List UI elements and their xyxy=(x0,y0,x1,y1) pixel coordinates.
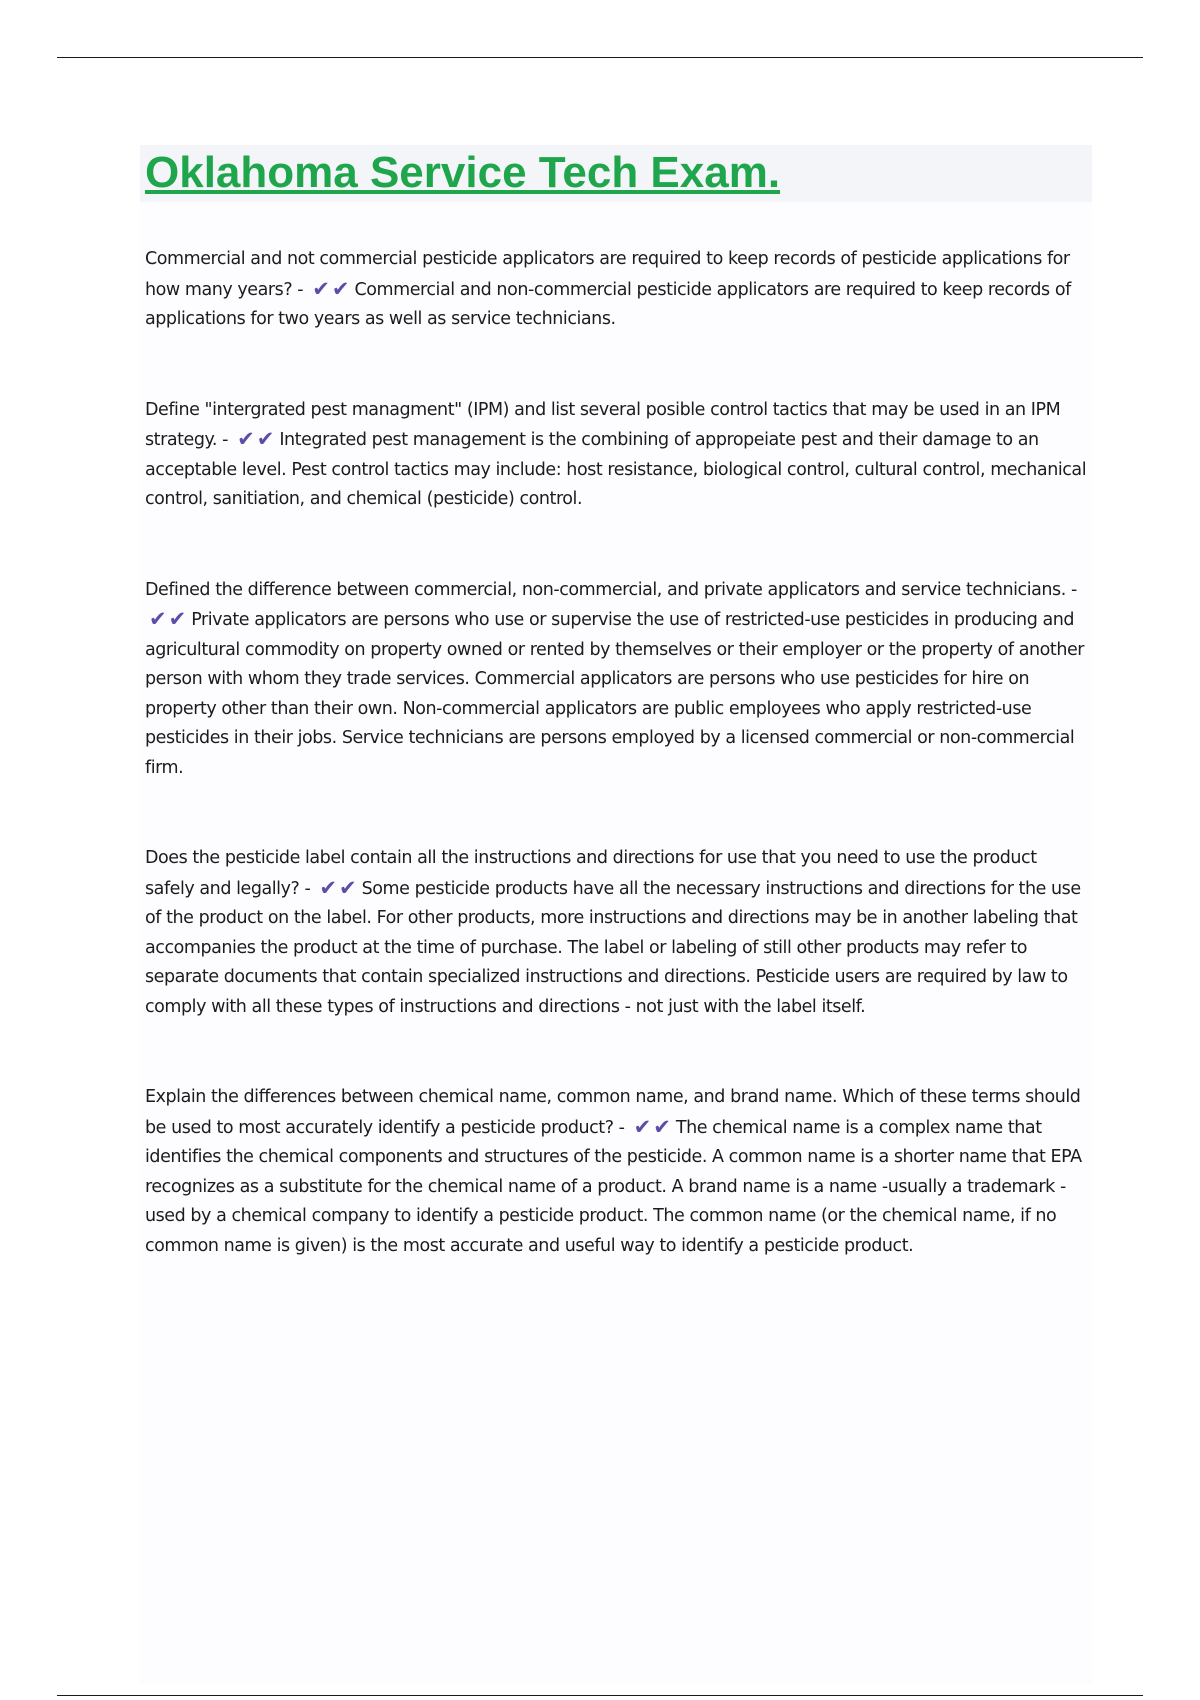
check-mark-icon: ✔ xyxy=(339,875,359,900)
top-rule xyxy=(57,57,1143,58)
qa-item xyxy=(145,1083,1090,1261)
check-mark-icon: ✔ xyxy=(256,427,277,451)
question-text: Define "intergrated pest managment" (IPM) and list several posible control tactics that may be used in an IPM strategy. xyxy=(145,399,1061,450)
qa-list xyxy=(145,245,1090,1322)
check-mark-icon: ✔ xyxy=(653,1114,673,1139)
separator: - xyxy=(292,279,309,300)
question-text: Explain the differences between chemical name, common name, and brand name. Which of these terms should be used to most accurately identify a pesticide product? xyxy=(145,1087,1081,1138)
separator: - xyxy=(299,878,316,899)
question-text: Does the pesticide label contain all the instructions and directions for use that you need to use the product safely and legally? xyxy=(145,848,1037,899)
separator: - xyxy=(613,1117,630,1138)
separator: - xyxy=(1065,579,1077,600)
answer-text: The chemical name is a complex name that identifies the chemical components and structures of the pesticide. A common name is a shorter name that EPA recognizes as a substitute for the chemical name of a product. A brand name is a name -usually a trademark - used by a chemical company to identify a pesticide product. The common name (or the chemical name, if no common name is given) is the most accurate and useful way to identify a pesticide product. xyxy=(145,1117,1082,1256)
check-mark-icon: ✔ xyxy=(633,1114,654,1139)
answer-text: Private applicators are persons who use or supervise the use of restricted-use pesticides in producing and agricultural commodity on property owned or rented by themselves or their employer or the property of another person with whom they trade services. Commercial applicators are persons who use pesticides for hire on property other than their own. Non-commercial applicators are public employees who apply restricted-use pesticides in their jobs. Service technicians are persons employed by a licensed commercial or non-commercial firm. xyxy=(145,610,1085,778)
answer-text: Integrated pest management is the combining of appropeiate pest and their damage to an acceptable level. Pest control tactics may include: host resistance, biological control, cultural control, mechanical control, sanitiation, and chemical (pesticide) control. xyxy=(145,430,1087,509)
check-mark-icon: ✔ xyxy=(168,607,189,631)
qa-item xyxy=(145,245,1090,335)
title-band xyxy=(140,145,1092,202)
double-check-mark-icon xyxy=(634,1113,673,1143)
qa-item xyxy=(145,576,1090,784)
check-mark-icon: ✔ xyxy=(319,875,340,900)
question-text: Commercial and not commercial pesticide applicators are required to keep records of pesticide applications for how many years? xyxy=(145,249,1070,300)
check-mark-icon: ✔ xyxy=(312,276,332,301)
qa-item xyxy=(145,396,1090,515)
answer-text: Commercial and non-commercial pesticide applicators are required to keep records of applications for two years as well as service technicians. xyxy=(145,279,1071,329)
answer-text: Some pesticide products have all the necessary instructions and directions for the use of the product on the label. For other products, more instructions and directions may be in another labeling that accompanies the product at the time of purchase. The label or labeling of still other products may refer to separate documents that contain specialized instructions and directions. Pesticide users are required by law to comply with all these types of instructions and directions - not just with the label itself. xyxy=(145,878,1081,1017)
document-title: Oklahoma Service Tech Exam. xyxy=(145,148,781,197)
question-text: Defined the difference between commercial, non-commercial, and private applicators and service technicians. xyxy=(145,579,1066,600)
qa-item xyxy=(145,844,1090,1022)
double-check-mark-icon xyxy=(312,275,351,305)
page-content xyxy=(140,145,1092,1685)
bottom-rule xyxy=(57,1695,1143,1696)
check-mark-icon: ✔ xyxy=(331,276,352,301)
double-check-mark-icon xyxy=(237,425,276,455)
double-check-mark-icon xyxy=(149,605,188,635)
check-mark-icon: ✔ xyxy=(149,607,169,631)
double-check-mark-icon xyxy=(319,874,358,904)
check-mark-icon: ✔ xyxy=(237,427,257,451)
separator: - xyxy=(217,430,234,450)
